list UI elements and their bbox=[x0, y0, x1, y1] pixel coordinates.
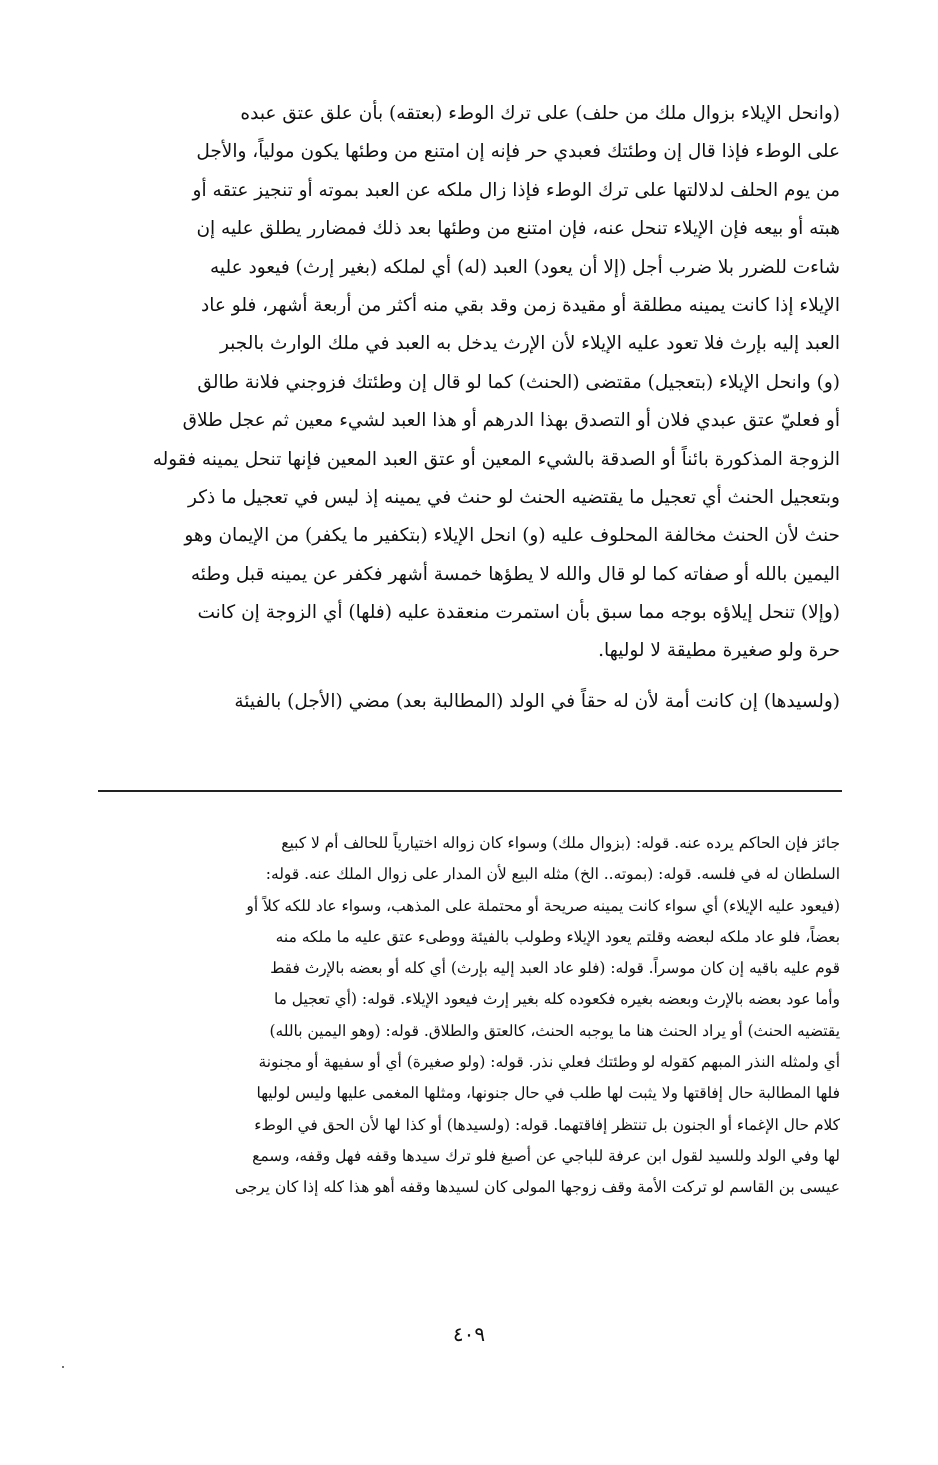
footnote-line: السلطان له في فلسه. قوله: (بموته.. الخ) مثله البيع لأن المدار على زوال الملك عنه. قوله: bbox=[265, 865, 840, 884]
footnote-line: قوم عليه باقيه إن كان موسراً. قوله: (فلو عاد العبد إليه بإرث) أي كله أو بعضه بالإرث فقط bbox=[270, 959, 840, 978]
main-line: من يوم الحلف لدلالتها على ترك الوطء فإذا زال ملكه عن العبد بموته أو تنجيز عتقه أو bbox=[192, 179, 840, 201]
main-line: الإيلاء إذا كانت يمينه مطلقة أو مقيدة زمن وقد بقي منه أكثر من أربعة أشهر، فلو عاد bbox=[200, 294, 840, 316]
main-line: العبد إليه بإرث فلا تعود عليه الإيلاء لأن الإرث يدخل به العبد في ملك الوارث بالجبر bbox=[219, 333, 840, 355]
main-line: حرة ولو صغيرة مطيقة لا لوليها. bbox=[598, 640, 840, 662]
main-line: (وإلا) تنحل إيلاؤه بوجه مما سبق بأن استمرت منعقدة عليه (فلها) أي الزوجة إن كانت bbox=[197, 602, 840, 624]
main-line: أو فعليّ عتق عبدي فلان أو التصدق بهذا الدرهم أو هذا العبد لشيء معين ثم عجل طلاق bbox=[182, 410, 840, 432]
main-text bbox=[98, 95, 840, 721]
scan-speck bbox=[62, 1366, 64, 1368]
footnote-line: يقتضيه الحنث) أو يراد الحنث هنا ما يوجبه الحنث، كالعتق والطلاق. قوله: (وهو اليمين بالله) bbox=[269, 1021, 840, 1040]
footnote-line: لها وفي الولد وللسيد لقول ابن عرفة للباجي عن أصبغ فلو ترك سيدها وقفه فهل وقفه، وسمع bbox=[252, 1146, 840, 1165]
page-number: ٤٠٩ bbox=[452, 1322, 486, 1346]
main-line: الزوجة المذكورة بائناً أو الصدقة بالشيء المعين أو عتق العبد المعين فإنها تنحل يمينه فقوله bbox=[152, 448, 840, 470]
footnote-line: أي ولمثله النذر المبهم كقوله لو وطئتك فعلي نذر. قوله: (ولو صغيرة) أي أو سفيهة أو مجنونة bbox=[258, 1053, 840, 1072]
footnote-line: عيسى بن القاسم لو تركت الأمة وقف زوجها المولى كان لسيدها وقفه أهو هذا كله إذا كان يرجى bbox=[234, 1178, 840, 1197]
footnote-line: وأما عود بعضه بالإرث وبعضه بغيره فكعوده كله بغير إرث فيعود الإيلاء. قوله: (أي تعجيل ما bbox=[273, 990, 840, 1009]
footnote-line: فلها المطالبة حال إفاقتها ولا يثبت لها طلب في حال جنونها، ومثلها المغمى عليها وليس لوليها bbox=[256, 1084, 840, 1103]
footnote-line: بعضاً، فلو عاد ملكه لبعضه وقلتم يعود الإيلاء وطولب بالفيئة ووطىء عتق عليه ما ملكه منه bbox=[275, 927, 840, 946]
main-last-paragraph: (ولسيدها) إن كانت أمة لأن له حقاً في الولد (المطالبة بعد) مضي (الأجل) بالفيئة bbox=[234, 690, 840, 712]
main-line: وبتعجيل الحنث أي تعجيل ما يقتضيه الحنث لو حنث في يمينه إذ ليس في تعجيل ما ذكر bbox=[188, 486, 840, 508]
footnote-line: (فيعود عليه الإيلاء) أي سواء كانت يمينه صريحة أو محتملة على المذهب، وسواء عاد للكه كلاً أو bbox=[246, 896, 840, 915]
main-line: على الوطء فإذا قال إن وطئتك فعبدي حر فإنه إن امتنع من وطئها يكون مولياً، والأجل bbox=[196, 141, 840, 163]
main-line: (و) وانحل الإيلاء (بتعجيل) مقتضى (الحنث) كما لو قال إن وطئتك فزوجني فلانة طالق bbox=[197, 371, 840, 393]
footnote-line: كلام حال الإغماء أو الجنون بل تنتظر إفاقتهما. قوله: (ولسيدها) أو كذا لها لأن الحق في الوطء bbox=[254, 1115, 840, 1134]
footnotes bbox=[96, 828, 840, 1204]
footnote-line: جائز فإن الحاكم يرده عنه. قوله: (بزوال ملك) وسواء كان زواله اختيارياً للحالف أم لا كبيع bbox=[281, 834, 840, 852]
main-line: (وانحل الإيلاء بزوال ملك من حلف) على ترك الوطء (بعتقه) بأن علق عتق عبده bbox=[240, 103, 840, 124]
main-line: حنث لأن الحنث مخالفة المحلوف عليه (و) انحل الإيلاء (بتكفير ما يكفر) من الإيمان وهو bbox=[184, 525, 840, 547]
footnote-separator bbox=[98, 790, 842, 792]
main-line: هبته أو بيعه فإن الإيلاء تنحل عنه، فإن امتنع من وطئها بعد ذلك فمضارر يطلق عليه إن bbox=[196, 218, 840, 240]
main-line: شاءت للضرر بلا ضرب أجل (إلا أن يعود) العبد (له) أي لملكه (بغير إرث) فيعود عليه bbox=[209, 256, 840, 278]
paragraph-break bbox=[98, 671, 840, 683]
main-line: اليمين بالله أو صفاته كما لو قال والله لا يطؤها خمسة أشهر فكفر عن يمينه قبل وطئه bbox=[190, 563, 840, 585]
